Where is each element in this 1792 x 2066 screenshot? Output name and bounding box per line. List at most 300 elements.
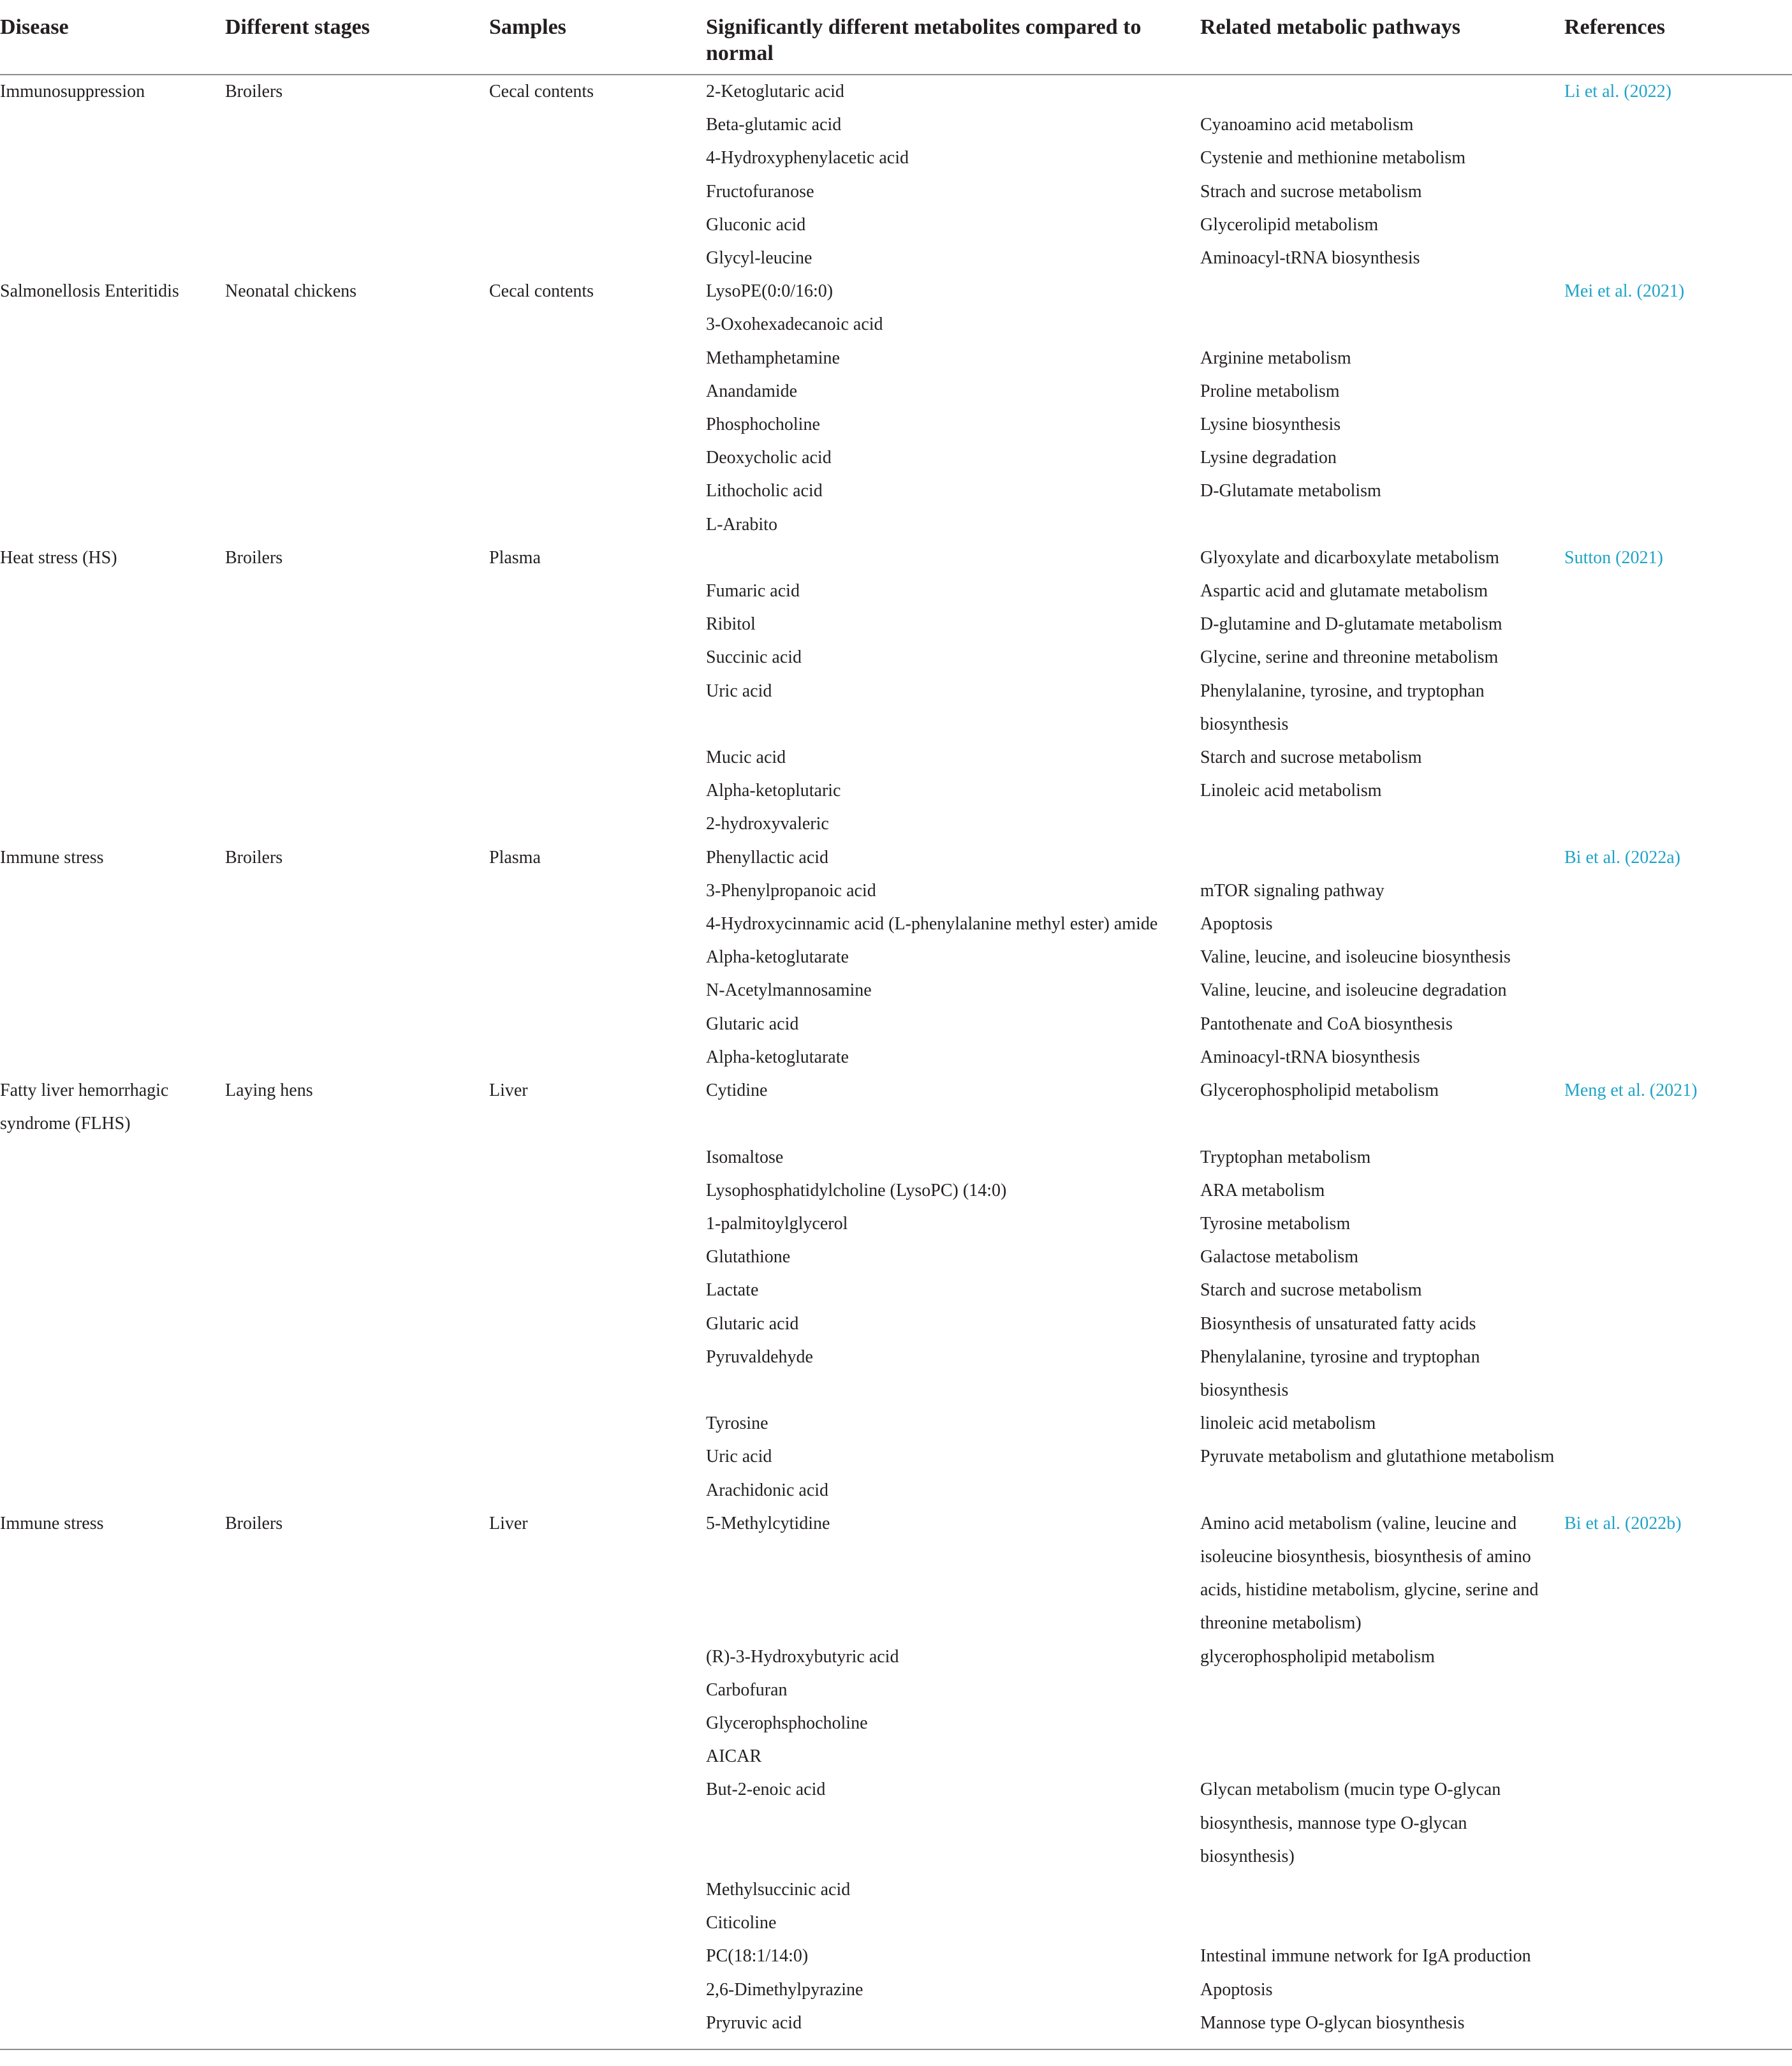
cell-reference bbox=[1564, 941, 1792, 974]
cell-stage bbox=[225, 1641, 489, 1674]
cell-sample bbox=[489, 675, 706, 741]
cell-reference bbox=[1564, 1207, 1792, 1241]
cell-pathway: Glycerophospholipid metabolism bbox=[1200, 1081, 1439, 1101]
cell-stage bbox=[225, 1674, 489, 1707]
table-row bbox=[0, 441, 1792, 475]
cell-disease bbox=[0, 1241, 225, 1274]
cell-stage bbox=[225, 1241, 489, 1274]
cell-disease: Immune stress bbox=[0, 1513, 104, 1533]
cell-sample bbox=[489, 1041, 706, 1074]
table-row bbox=[0, 1474, 1792, 1507]
cell-pathway: Glycerolipid metabolism bbox=[1200, 214, 1379, 235]
cell-metabolite: AICAR bbox=[706, 1746, 762, 1767]
table-row bbox=[0, 375, 1792, 408]
cell-disease bbox=[0, 209, 225, 242]
cell-pathway bbox=[1200, 1474, 1564, 1507]
cell-disease bbox=[0, 1773, 225, 1873]
cell-disease bbox=[0, 1873, 225, 1907]
cell-disease: Salmonellosis Enteritidis bbox=[0, 281, 179, 302]
cell-reference bbox=[1564, 1308, 1792, 1341]
cell-pathway: D-Glutamate metabolism bbox=[1200, 481, 1381, 501]
cell-metabolite: But-2-enoic acid bbox=[706, 1780, 826, 1800]
cell-pathway: Valine, leucine, and isoleucine degradation bbox=[1200, 980, 1507, 1001]
cell-sample bbox=[489, 342, 706, 375]
cell-metabolite: Pyruvaldehyde bbox=[706, 1347, 813, 1367]
cell-metabolite: Glycyl-leucine bbox=[706, 248, 812, 269]
cell-pathway: Aminoacyl-tRNA biosynthesis bbox=[1200, 248, 1420, 269]
cell-reference bbox=[1564, 1974, 1792, 2007]
cell-disease bbox=[0, 874, 225, 908]
cell-stage bbox=[225, 1773, 489, 1873]
cell-reference[interactable]: Bi et al. (2022b) bbox=[1564, 1513, 1682, 1533]
cell-pathway: D-glutamine and D-glutamate metabolism bbox=[1200, 614, 1502, 635]
cell-sample: Liver bbox=[489, 1513, 528, 1533]
cell-reference bbox=[1564, 874, 1792, 908]
cell-disease bbox=[0, 774, 225, 808]
cell-disease bbox=[0, 1174, 225, 1207]
cell-reference bbox=[1564, 1641, 1792, 1674]
cell-stage bbox=[225, 1308, 489, 1341]
cell-metabolite: Pryruvic acid bbox=[706, 2007, 1200, 2049]
cell-reference bbox=[1564, 408, 1792, 441]
cell-stage bbox=[225, 1008, 489, 1041]
cell-metabolite: Alpha-ketoglutarate bbox=[706, 1047, 849, 1067]
cell-disease bbox=[0, 2007, 225, 2049]
cell-metabolite: Carbofuran bbox=[706, 1679, 788, 1700]
cell-reference bbox=[1564, 1341, 1792, 1407]
cell-pathway: Starch and sucrose metabolism bbox=[1200, 748, 1422, 768]
cell-reference bbox=[1564, 1707, 1792, 1740]
cell-pathway: Amino acid metabolism (valine, leucine and isoleucine biosynthesis, biosynthesis of amino acids, histidine metabolism, glycine, serine and threonine metabolism) bbox=[1200, 1513, 1539, 1634]
cell-metabolite: 4-Hydroxycinnamic acid (L-phenylalanine methyl ester) amide bbox=[706, 914, 1158, 934]
cell-metabolite: Tyrosine bbox=[706, 1413, 768, 1434]
cell-metabolite: LysoPE(0:0/16:0) bbox=[706, 281, 834, 302]
table-row bbox=[0, 1008, 1792, 1041]
cell-pathway bbox=[1200, 508, 1564, 542]
table-row bbox=[0, 108, 1792, 142]
cell-reference[interactable]: Li et al. (2022) bbox=[1564, 82, 1671, 101]
cell-metabolite: Lithocholic acid bbox=[706, 481, 823, 501]
cell-sample: Cecal contents bbox=[489, 281, 594, 302]
cell-reference bbox=[1564, 175, 1792, 209]
cell-pathway: ARA metabolism bbox=[1200, 1180, 1325, 1200]
cell-reference bbox=[1564, 1274, 1792, 1307]
cell-disease bbox=[0, 1641, 225, 1674]
cell-metabolite: Deoxycholic acid bbox=[706, 448, 832, 468]
table-row bbox=[0, 1440, 1792, 1473]
cell-metabolite: 3-Phenylpropanoic acid bbox=[706, 880, 876, 901]
cell-disease bbox=[0, 1274, 225, 1307]
cell-pathway bbox=[1200, 1674, 1564, 1707]
cell-stage bbox=[225, 774, 489, 808]
table-row bbox=[0, 508, 1792, 542]
cell-reference bbox=[1564, 774, 1792, 808]
cell-metabolite: Uric acid bbox=[706, 681, 772, 701]
cell-sample bbox=[489, 575, 706, 608]
cell-sample bbox=[489, 1008, 706, 1041]
cell-reference bbox=[1564, 1740, 1792, 1773]
cell-reference bbox=[1564, 1241, 1792, 1274]
cell-disease bbox=[0, 575, 225, 608]
cell-stage bbox=[225, 675, 489, 741]
cell-metabolite: Methamphetamine bbox=[706, 348, 840, 368]
cell-metabolite: PC(18:1/14:0) bbox=[706, 1946, 809, 1966]
header-disease: Disease bbox=[0, 11, 225, 75]
cell-reference[interactable]: Meng et al. (2021) bbox=[1564, 1081, 1698, 1101]
cell-disease bbox=[0, 1207, 225, 1241]
table-row bbox=[0, 1740, 1792, 1773]
cell-metabolite: 5-Methylcytidine bbox=[706, 1513, 830, 1533]
cell-pathway: mTOR signaling pathway bbox=[1200, 880, 1384, 901]
cell-reference bbox=[1564, 441, 1792, 475]
cell-pathway: Cyanoamino acid metabolism bbox=[1200, 115, 1414, 135]
cell-reference bbox=[1564, 808, 1792, 841]
cell-sample bbox=[489, 641, 706, 674]
cell-pathway bbox=[1200, 1707, 1564, 1740]
cell-reference bbox=[1564, 1773, 1792, 1873]
table-row bbox=[0, 408, 1792, 441]
cell-stage bbox=[225, 1274, 489, 1307]
cell-stage bbox=[225, 108, 489, 142]
cell-reference bbox=[1564, 575, 1792, 608]
cell-pathway: Valine, leucine, and isoleucine biosynthesis bbox=[1200, 947, 1511, 968]
cell-sample bbox=[489, 108, 706, 142]
cell-stage bbox=[225, 575, 489, 608]
cell-disease bbox=[0, 741, 225, 774]
cell-reference bbox=[1564, 1907, 1792, 1940]
cell-stage: Broilers bbox=[225, 847, 283, 867]
table-row bbox=[0, 242, 1792, 275]
cell-pathway: Pantothenate and CoA biosynthesis bbox=[1200, 1014, 1453, 1034]
cell-sample bbox=[489, 1241, 706, 1274]
cell-reference bbox=[1564, 1440, 1792, 1473]
cell-reference bbox=[1564, 1407, 1792, 1440]
cell-metabolite: 2,6-Dimethylpyrazine bbox=[706, 1979, 863, 2000]
header-metabolites: Significantly different metabolites compared to normal bbox=[706, 11, 1200, 75]
table-row bbox=[0, 1707, 1792, 1740]
table-row bbox=[0, 974, 1792, 1007]
cell-stage: Broilers bbox=[225, 82, 283, 101]
cell-stage bbox=[225, 641, 489, 674]
cell-reference[interactable]: Sutton (2021) bbox=[1564, 547, 1663, 568]
cell-pathway: Starch and sucrose metabolism bbox=[1200, 1280, 1422, 1301]
cell-stage bbox=[225, 1174, 489, 1207]
cell-disease bbox=[0, 342, 225, 375]
cell-stage bbox=[225, 608, 489, 641]
header-stage: Different stages bbox=[225, 11, 489, 75]
cell-sample bbox=[489, 375, 706, 408]
cell-pathway: Apoptosis bbox=[1200, 1979, 1273, 2000]
cell-pathway: Mannose type O-glycan biosynthesis bbox=[1200, 2007, 1564, 2049]
cell-reference bbox=[1564, 2007, 1792, 2049]
table-row bbox=[0, 608, 1792, 641]
cell-pathway: Cystenie and methionine metabolism bbox=[1200, 148, 1466, 168]
cell-metabolite: Cytidine bbox=[706, 1081, 768, 1101]
cell-disease bbox=[0, 1041, 225, 1074]
cell-pathway bbox=[1200, 75, 1564, 108]
table-body bbox=[0, 75, 1792, 2049]
cell-sample bbox=[489, 974, 706, 1007]
cell-sample bbox=[489, 1308, 706, 1341]
header-references: References bbox=[1564, 11, 1792, 75]
cell-reference bbox=[1564, 375, 1792, 408]
table-row bbox=[0, 1241, 1792, 1274]
table-row bbox=[0, 941, 1792, 974]
table-row bbox=[0, 342, 1792, 375]
cell-metabolite: 2-hydroxyvaleric bbox=[706, 814, 829, 834]
cell-metabolite: Lactate bbox=[706, 1280, 759, 1301]
header-samples: Samples bbox=[489, 11, 706, 75]
cell-reference bbox=[1564, 342, 1792, 375]
cell-reference[interactable]: Mei et al. (2021) bbox=[1564, 281, 1685, 302]
cell-stage bbox=[225, 974, 489, 1007]
cell-reference bbox=[1564, 142, 1792, 175]
cell-stage bbox=[225, 874, 489, 908]
cell-pathway: Glyoxylate and dicarboxylate metabolism bbox=[1200, 547, 1499, 568]
cell-sample: Liver bbox=[489, 1081, 528, 1101]
table-row bbox=[0, 1907, 1792, 1940]
cell-pathway bbox=[1200, 841, 1564, 874]
table-row bbox=[0, 1507, 1792, 1641]
cell-disease bbox=[0, 641, 225, 674]
cell-reference bbox=[1564, 608, 1792, 641]
cell-sample bbox=[489, 608, 706, 641]
cell-disease bbox=[0, 1907, 225, 1940]
cell-stage bbox=[225, 209, 489, 242]
metabolomics-table bbox=[0, 11, 1792, 2050]
cell-disease: Immunosuppression bbox=[0, 82, 145, 101]
table-row bbox=[0, 874, 1792, 908]
cell-metabolite: Alpha-ketoplutaric bbox=[706, 781, 841, 801]
cell-pathway bbox=[1200, 1740, 1564, 1773]
cell-stage bbox=[225, 1041, 489, 1074]
cell-pathway bbox=[1200, 308, 1564, 341]
table-row bbox=[0, 741, 1792, 774]
cell-disease bbox=[0, 242, 225, 275]
cell-stage bbox=[225, 1474, 489, 1507]
cell-disease bbox=[0, 1707, 225, 1740]
cell-sample bbox=[489, 774, 706, 808]
cell-stage bbox=[225, 1207, 489, 1241]
table-row bbox=[0, 475, 1792, 508]
cell-stage bbox=[225, 441, 489, 475]
cell-reference bbox=[1564, 108, 1792, 142]
table-row bbox=[0, 542, 1792, 575]
cell-reference bbox=[1564, 1041, 1792, 1074]
cell-disease bbox=[0, 608, 225, 641]
cell-metabolite: Glutaric acid bbox=[706, 1014, 799, 1034]
cell-sample bbox=[489, 209, 706, 242]
cell-pathway bbox=[1200, 1907, 1564, 1940]
cell-metabolite: Phenyllactic acid bbox=[706, 847, 829, 867]
cell-metabolite: Anandamide bbox=[706, 381, 798, 401]
cell-pathway: Aminoacyl-tRNA biosynthesis bbox=[1200, 1047, 1420, 1067]
cell-sample bbox=[489, 142, 706, 175]
table-row bbox=[0, 209, 1792, 242]
cell-metabolite: Citicoline bbox=[706, 1913, 777, 1933]
table-row bbox=[0, 575, 1792, 608]
cell-metabolite: Glycerophsphocholine bbox=[706, 1713, 868, 1733]
cell-pathway: Lysine biosynthesis bbox=[1200, 415, 1341, 435]
cell-pathway: Glycan metabolism (mucin type O-glycan biosynthesis, mannose type O-glycan biosynthesis) bbox=[1200, 1780, 1501, 1866]
cell-sample bbox=[489, 408, 706, 441]
table-row bbox=[0, 308, 1792, 341]
cell-sample bbox=[489, 1274, 706, 1307]
cell-stage bbox=[225, 1407, 489, 1440]
cell-sample: Cecal contents bbox=[489, 82, 594, 101]
table-row bbox=[0, 908, 1792, 941]
cell-sample bbox=[489, 441, 706, 475]
cell-metabolite: L-Arabito bbox=[706, 514, 777, 535]
cell-pathway: Intestinal immune network for IgA production bbox=[1200, 1946, 1531, 1966]
cell-sample bbox=[489, 1174, 706, 1207]
cell-metabolite: Mucic acid bbox=[706, 748, 786, 768]
cell-stage bbox=[225, 142, 489, 175]
cell-disease bbox=[0, 1440, 225, 1473]
table-row bbox=[0, 1341, 1792, 1407]
cell-pathway: Aspartic acid and glutamate metabolism bbox=[1200, 581, 1488, 601]
cell-reference bbox=[1564, 1174, 1792, 1207]
cell-metabolite: Glutathione bbox=[706, 1247, 791, 1267]
table-row bbox=[0, 1274, 1792, 1307]
cell-stage bbox=[225, 475, 489, 508]
cell-stage: Neonatal chickens bbox=[225, 281, 357, 302]
table-row bbox=[0, 1074, 1792, 1140]
cell-disease bbox=[0, 175, 225, 209]
table-row bbox=[0, 2007, 1792, 2049]
cell-stage bbox=[225, 1440, 489, 1473]
cell-metabolite: Fructofuranose bbox=[706, 181, 814, 202]
cell-reference[interactable]: Bi et al. (2022a) bbox=[1564, 847, 1680, 867]
cell-stage bbox=[225, 1907, 489, 1940]
cell-sample: Plasma bbox=[489, 847, 541, 867]
cell-stage bbox=[225, 1341, 489, 1407]
cell-reference bbox=[1564, 741, 1792, 774]
table-row bbox=[0, 1174, 1792, 1207]
cell-metabolite: Gluconic acid bbox=[706, 214, 806, 235]
table-row bbox=[0, 1041, 1792, 1074]
cell-metabolite: (R)-3-Hydroxybutyric acid bbox=[706, 1646, 899, 1667]
cell-stage bbox=[225, 1141, 489, 1174]
cell-metabolite: Methylsuccinic acid bbox=[706, 1879, 851, 1900]
cell-disease bbox=[0, 1008, 225, 1041]
cell-pathway: Tryptophan metabolism bbox=[1200, 1147, 1371, 1167]
cell-disease bbox=[0, 408, 225, 441]
cell-disease bbox=[0, 308, 225, 341]
cell-disease bbox=[0, 1407, 225, 1440]
cell-disease bbox=[0, 1141, 225, 1174]
cell-disease: Fatty liver hemorrhagic syndrome (FLHS) bbox=[0, 1081, 169, 1134]
cell-sample bbox=[489, 475, 706, 508]
header-pathways: Related metabolic pathways bbox=[1200, 11, 1564, 75]
cell-stage bbox=[225, 308, 489, 341]
cell-pathway: Glycine, serine and threonine metabolism bbox=[1200, 647, 1499, 668]
table-row bbox=[0, 1873, 1792, 1907]
cell-disease: Heat stress (HS) bbox=[0, 547, 117, 568]
cell-pathway: Lysine degradation bbox=[1200, 448, 1337, 468]
cell-pathway bbox=[1200, 808, 1564, 841]
table-row bbox=[0, 808, 1792, 841]
cell-reference bbox=[1564, 908, 1792, 941]
cell-stage bbox=[225, 2007, 489, 2049]
cell-stage bbox=[225, 808, 489, 841]
cell-reference bbox=[1564, 508, 1792, 542]
cell-sample bbox=[489, 1773, 706, 1873]
cell-pathway: Phenylalanine, tyrosine, and tryptophan biosynthesis bbox=[1200, 681, 1485, 734]
cell-metabolite: 3-Oxohexadecanoic acid bbox=[706, 314, 883, 335]
cell-stage bbox=[225, 375, 489, 408]
cell-stage bbox=[225, 1940, 489, 1973]
cell-sample bbox=[489, 874, 706, 908]
cell-sample bbox=[489, 1141, 706, 1174]
cell-disease bbox=[0, 1341, 225, 1407]
cell-disease bbox=[0, 375, 225, 408]
cell-reference bbox=[1564, 242, 1792, 275]
cell-reference bbox=[1564, 1474, 1792, 1507]
cell-metabolite: Succinic acid bbox=[706, 647, 802, 668]
cell-sample bbox=[489, 1873, 706, 1907]
cell-disease bbox=[0, 1974, 225, 2007]
table-row bbox=[0, 275, 1792, 308]
cell-stage bbox=[225, 1873, 489, 1907]
cell-stage bbox=[225, 741, 489, 774]
cell-reference bbox=[1564, 1940, 1792, 1973]
cell-pathway: Pyruvate metabolism and glutathione metabolism bbox=[1200, 1447, 1555, 1467]
cell-metabolite: Glutaric acid bbox=[706, 1313, 799, 1334]
table-row bbox=[0, 641, 1792, 674]
cell-pathway: Strach and sucrose metabolism bbox=[1200, 181, 1422, 202]
cell-stage: Broilers bbox=[225, 1513, 283, 1533]
cell-disease bbox=[0, 808, 225, 841]
cell-stage bbox=[225, 1974, 489, 2007]
cell-sample bbox=[489, 1707, 706, 1740]
cell-stage bbox=[225, 941, 489, 974]
cell-pathway: Apoptosis bbox=[1200, 914, 1273, 934]
cell-metabolite: Uric acid bbox=[706, 1447, 772, 1467]
cell-pathway: Proline metabolism bbox=[1200, 381, 1340, 401]
cell-stage: Laying hens bbox=[225, 1081, 313, 1101]
table-row bbox=[0, 142, 1792, 175]
cell-disease bbox=[0, 475, 225, 508]
cell-sample bbox=[489, 808, 706, 841]
cell-sample bbox=[489, 1940, 706, 1973]
cell-pathway: Arginine metabolism bbox=[1200, 348, 1351, 368]
cell-sample bbox=[489, 1207, 706, 1241]
cell-pathway: glycerophospholipid metabolism bbox=[1200, 1646, 1435, 1667]
cell-stage bbox=[225, 342, 489, 375]
cell-disease bbox=[0, 974, 225, 1007]
cell-metabolite: Fumaric acid bbox=[706, 581, 800, 601]
cell-sample bbox=[489, 1341, 706, 1407]
cell-sample bbox=[489, 1474, 706, 1507]
cell-pathway: linoleic acid metabolism bbox=[1200, 1413, 1376, 1434]
cell-metabolite: Lysophosphatidylcholine (LysoPC) (14:0) bbox=[706, 1180, 1007, 1200]
cell-disease bbox=[0, 908, 225, 941]
cell-sample bbox=[489, 1674, 706, 1707]
cell-metabolite: Isomaltose bbox=[706, 1147, 784, 1167]
cell-sample bbox=[489, 941, 706, 974]
table-row bbox=[0, 175, 1792, 209]
cell-disease bbox=[0, 1940, 225, 1973]
cell-reference bbox=[1564, 974, 1792, 1007]
cell-reference bbox=[1564, 308, 1792, 341]
cell-pathway: Biosynthesis of unsaturated fatty acids bbox=[1200, 1313, 1476, 1334]
cell-sample bbox=[489, 1407, 706, 1440]
table-row bbox=[0, 1141, 1792, 1174]
table-row bbox=[0, 774, 1792, 808]
table-row bbox=[0, 1974, 1792, 2007]
table-row bbox=[0, 1308, 1792, 1341]
